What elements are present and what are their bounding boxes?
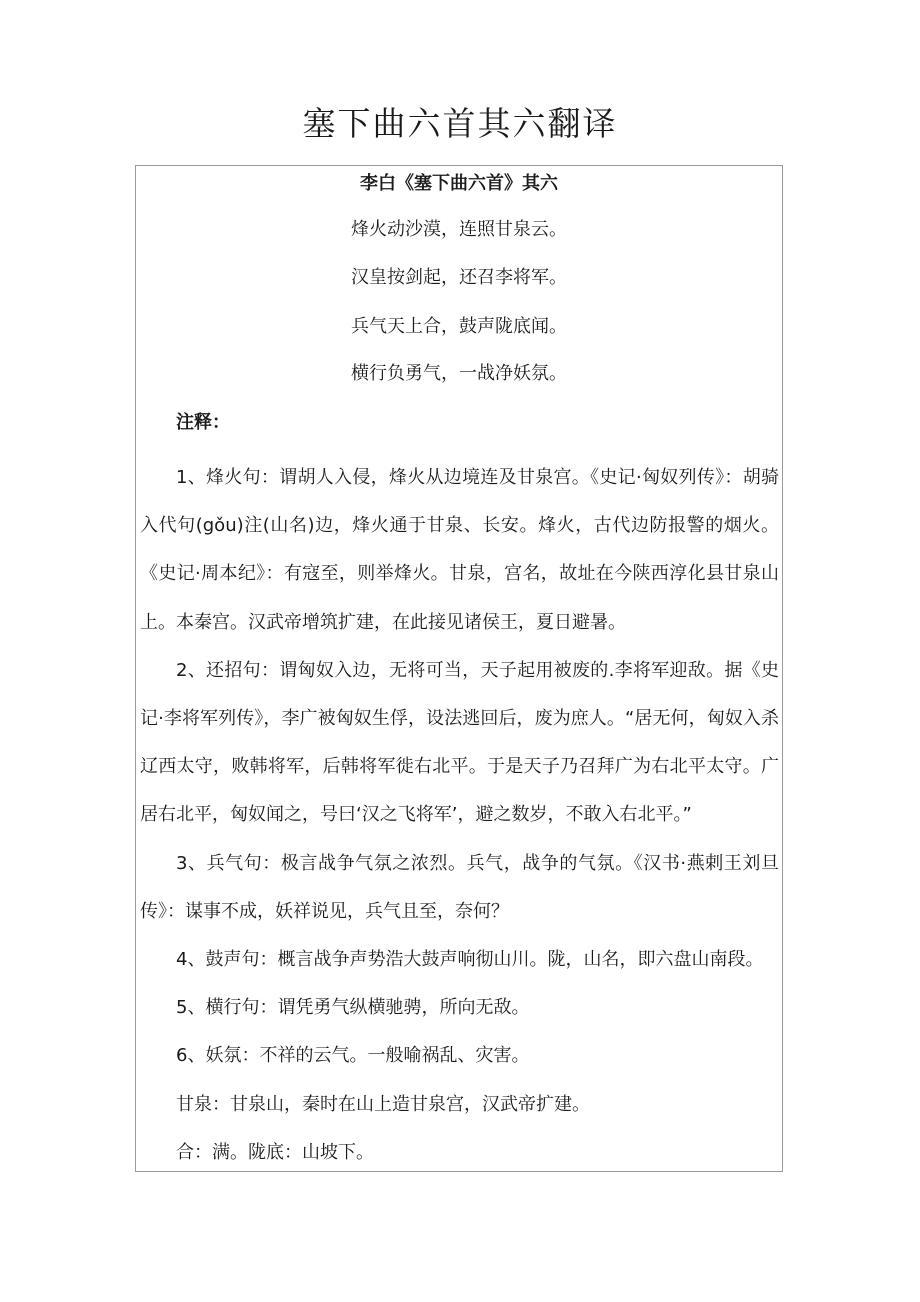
poem-title: 李白《塞下曲六首》其六 (360, 173, 558, 194)
note-item-3: 3、兵气句：极言战争气氛之浓烈。兵气，战争的气氛。《汉书·燕剌王刘旦传》：谋事不成，妖祥说见，兵气且至，奈何？ (140, 852, 779, 922)
note-item-1: 1、烽火句：谓胡人入侵，烽火从边境连及甘泉宫。《史记·匈奴列传》：胡骑入代句(gǒu)注(山名)边，烽火通于甘泉、长安。烽火，古代边防报警的烟火。《史记·周本纪》：有寇至，则举烽火。甘泉，宫名，故址在今陕西淳化县甘泉山上。本秦宫。汉武帝增筑扩建，在此接见诸侯王，夏日避暑。 (140, 467, 779, 633)
note-item-4: 4、鼓声句：概言战争声势浩大鼓声响彻山川。陇，山名，即六盘山南段。 (176, 949, 764, 971)
document-title: 塞下曲六首其六翻译 (302, 104, 618, 143)
note-extra-he: 合：满。陇底：山坡下。 (176, 1141, 374, 1163)
poem-line-4: 横行负勇气，一战净妖氛。 (351, 363, 567, 384)
poem-line-2: 汉皇按剑起，还召李将军。 (351, 267, 567, 288)
note-item-6: 6、妖氛：不祥的云气。一般喻祸乱、灾害。 (176, 1045, 530, 1067)
note-extra-ganquan: 甘泉：甘泉山，秦时在山上造甘泉宫，汉武帝扩建。 (176, 1093, 590, 1115)
poem-line-1: 烽火动沙漠，连照甘泉云。 (351, 219, 567, 240)
note-item-2: 2、还招句：谓匈奴入边，无将可当，天子起用被废的.李将军迎敌。据《史记·李将军列传》，李广被匈奴生俘，设法逃回后，废为庶人。“居无何，匈奴入杀辽西太守，败韩将军，后韩将军徙右北平。于是天子乃召拜广为右北平太守。广居右北平，匈奴闻之，号曰‘汉之飞将军’，避之数岁，不敢入右北平。” (140, 659, 779, 826)
note-item-5: 5、横行句：谓凭勇气纵横驰骋，所向无敌。 (176, 997, 530, 1019)
notes-heading: 注释： (176, 412, 230, 433)
content-frame (135, 165, 783, 1172)
notes-list (140, 454, 779, 1177)
poem-line-3: 兵气天上合，鼓声陇底闻。 (351, 316, 567, 337)
